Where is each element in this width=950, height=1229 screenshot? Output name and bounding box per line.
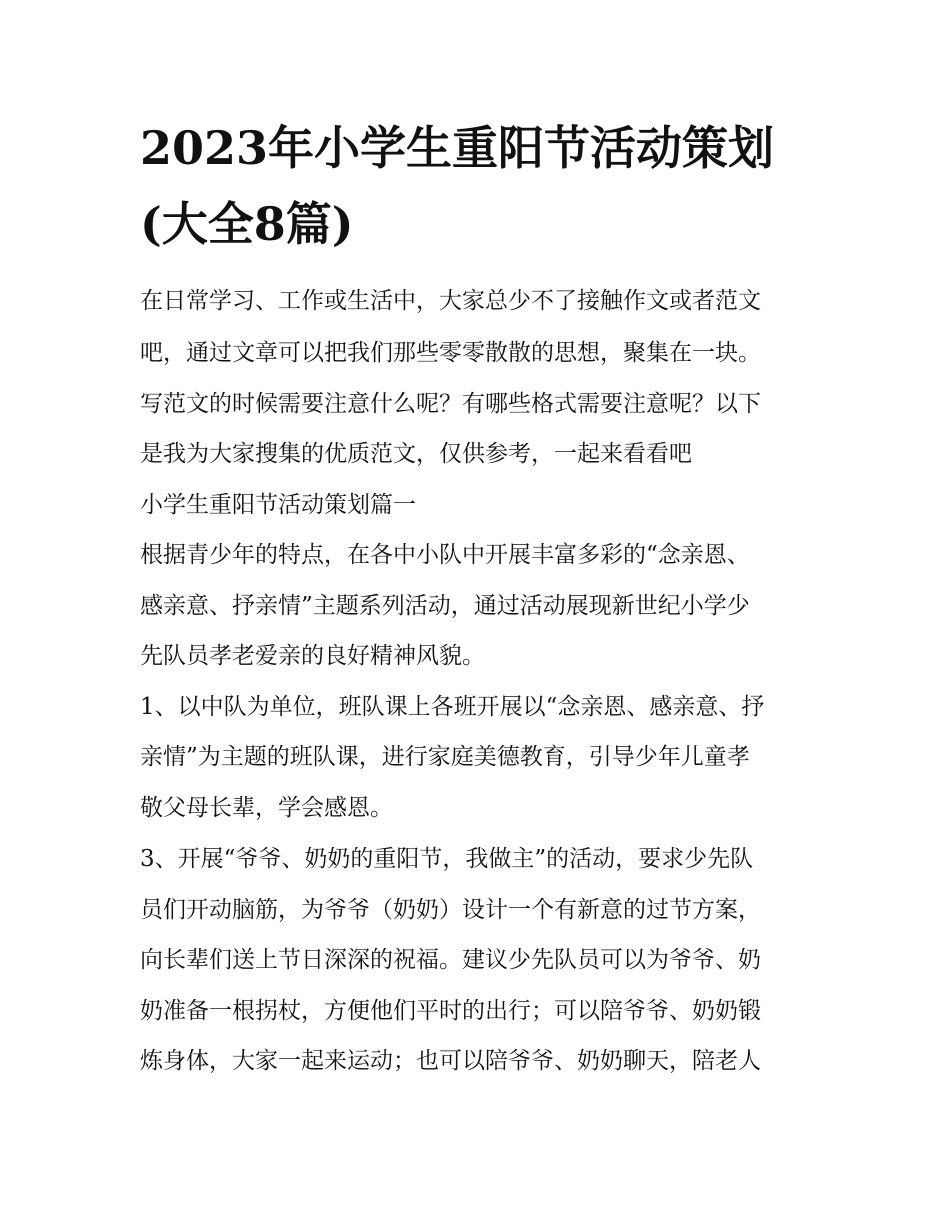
section-heading: 小学生重阳节活动策划篇一: [140, 492, 416, 518]
title-line-1: 2023年小学生重阳节活动策划: [140, 121, 775, 175]
item-3-line-1: 3、开展“爷爷、奶奶的重阳节，我做主”的活动，要求少先队: [140, 846, 754, 872]
item-1-line-2: 亲情”为主题的班队课，进行家庭美德教育，引导少年儿童孝: [140, 744, 750, 770]
item-1-line-3: 敬父母长辈，学会感恩。: [140, 795, 393, 821]
intro-line-1: 在日常学习、工作或生活中，大家总少不了接触作文或者范文: [140, 288, 761, 314]
title-line-2: (大全8篇): [140, 197, 354, 251]
paragraph-1-line-1: 根据青少年的特点，在各中小队中开展丰富多彩的“念亲恩、: [140, 542, 750, 568]
paragraph-1-line-3: 先队员孝老爱亲的良好精神风貌。: [140, 643, 485, 669]
intro-line-3: 写范文的时候需要注意什么呢？有哪些格式需要注意呢？以下: [140, 391, 761, 417]
item-3-line-4: 奶准备一根拐杖，方便他们平时的出行；可以陪爷爷、奶奶锻: [140, 998, 761, 1024]
document-title: [140, 110, 840, 262]
intro-line-4: 是我为大家搜集的优质范文，仅供参考，一起来看看吧: [140, 441, 692, 467]
intro-line-2: 吧，通过文章可以把我们那些零零散散的思想，聚集在一块。: [140, 340, 761, 366]
item-3-line-5: 炼身体，大家一起来运动；也可以陪爷爷、奶奶聊天，陪老人: [140, 1048, 761, 1074]
item-1-line-1: 1、以中队为单位，班队课上各班开展以“念亲恩、感亲意、抒: [140, 694, 765, 720]
paragraph-1-line-2: 感亲意、抒亲情”主题系列活动，通过活动展现新世纪小学少: [140, 593, 750, 619]
item-3-line-3: 向长辈们送上节日深深的祝福。建议少先队员可以为爷爷、奶: [140, 947, 761, 973]
item-3-line-2: 员们开动脑筋，为爷爷（奶奶）设计一个有新意的过节方案，: [140, 897, 761, 923]
